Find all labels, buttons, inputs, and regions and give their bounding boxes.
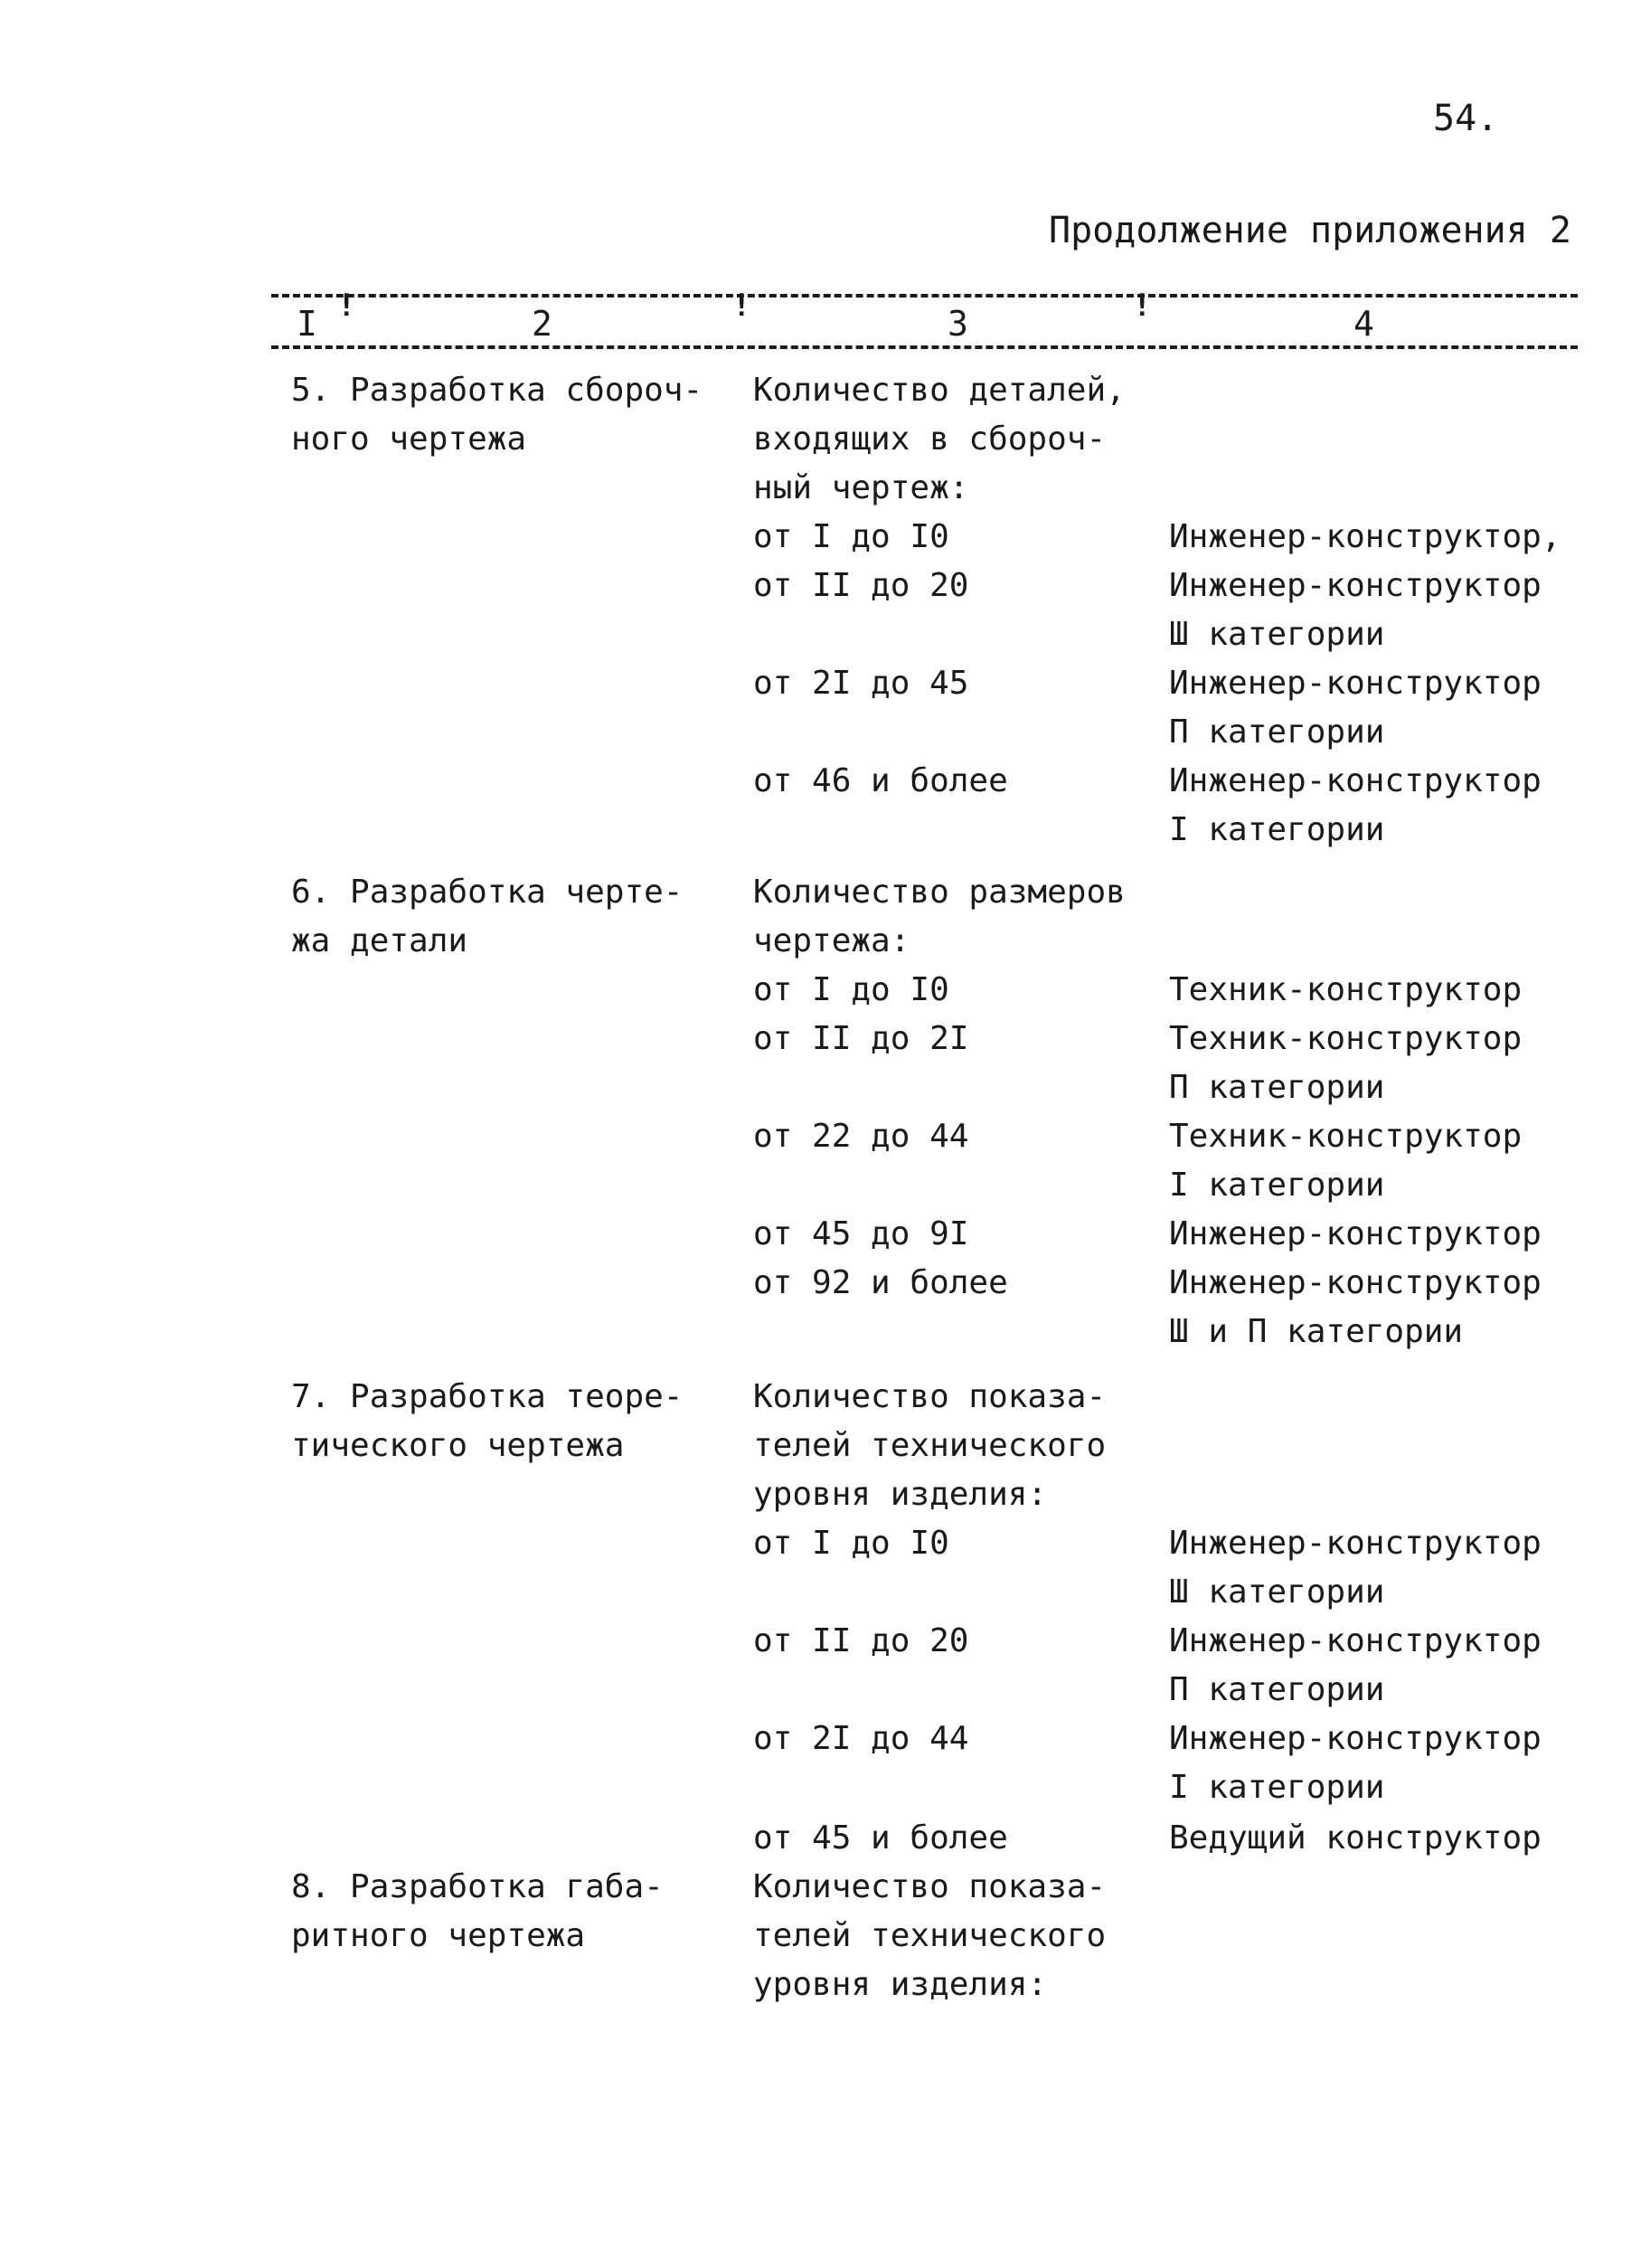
range-value: от 45 до 9I [753,1215,969,1252]
performer: Техник-конструктор [1169,971,1523,1008]
column-separator: ! [1133,288,1152,324]
performer: Техник-конструктор [1169,1020,1523,1057]
criterion-text: Количество размеров [753,874,1126,911]
appendix-continuation-title: Продолжение приложения 2 [1049,210,1571,251]
column-separator: ! [732,288,751,324]
range-value: от 45 и более [753,1819,1008,1857]
performer: I категории [1169,811,1385,848]
performer: Инженер-конструктор [1169,1622,1542,1659]
criterion-text: уровня изделия: [753,1966,1048,2003]
range-value: от II до 2I [753,1020,969,1057]
range-value: от 2I до 45 [753,665,969,702]
work-title: 8. Разработка габа- [291,1868,664,1905]
page-number: 54. [1433,98,1499,139]
column-number-3: 3 [948,304,968,344]
work-title: 5. Разработка сбороч- [291,372,703,409]
header-rule-top [271,294,1578,298]
work-title: жа детали [291,922,468,959]
column-number-1: I [297,304,317,344]
criterion-text: телей технического [753,1427,1107,1464]
column-separator: ! [337,288,356,324]
performer: П категории [1169,713,1385,751]
work-title: 7. Разработка теоре- [291,1378,684,1415]
performer: Инженер-конструктор [1169,1264,1542,1301]
performer: Инженер-конструктор [1169,762,1542,799]
performer: Ш категории [1169,1573,1385,1611]
range-value: от I до I0 [753,518,949,555]
criterion-text: Количество показа- [753,1868,1107,1905]
range-value: от 46 и более [753,762,1008,799]
performer: Инженер-конструктор [1169,665,1542,702]
work-title: 6. Разработка черте- [291,874,684,911]
criterion-text: Количество деталей, [753,372,1126,409]
performer: Инженер-конструктор [1169,1525,1542,1562]
work-title: ритного чертежа [291,1917,586,1954]
criterion-text: телей технического [753,1917,1107,1954]
work-title: ного чертежа [291,421,527,458]
range-value: от II до 20 [753,1622,969,1659]
column-number-4: 4 [1353,304,1374,344]
header-rule-bottom [271,345,1578,349]
performer: Инженер-конструктор, [1169,518,1561,555]
performer: Ш и П категории [1169,1313,1464,1350]
performer: I категории [1169,1167,1385,1204]
performer: Ведущий конструктор [1169,1819,1542,1857]
performer: П категории [1169,1671,1385,1708]
performer: Инженер-конструктор [1169,1215,1542,1252]
range-value: от 92 и более [753,1264,1008,1301]
range-value: от 2I до 44 [753,1720,969,1757]
performer: Техник-конструктор [1169,1118,1523,1155]
performer: Ш категории [1169,616,1385,653]
performer: П категории [1169,1069,1385,1106]
criterion-text: ный чертеж: [753,469,969,506]
column-number-2: 2 [532,304,552,344]
work-title: тического чертежа [291,1427,625,1464]
criterion-text: чертежа: [753,922,910,959]
criterion-text: Количество показа- [753,1378,1107,1415]
range-value: от 22 до 44 [753,1118,969,1155]
performer: I категории [1169,1769,1385,1806]
criterion-text: входящих в сбороч- [753,421,1107,458]
performer: Инженер-конструктор [1169,567,1542,604]
range-value: от II до 20 [753,567,969,604]
range-value: от I до I0 [753,971,949,1008]
criterion-text: уровня изделия: [753,1476,1048,1513]
range-value: от I до I0 [753,1525,949,1562]
performer: Инженер-конструктор [1169,1720,1542,1757]
